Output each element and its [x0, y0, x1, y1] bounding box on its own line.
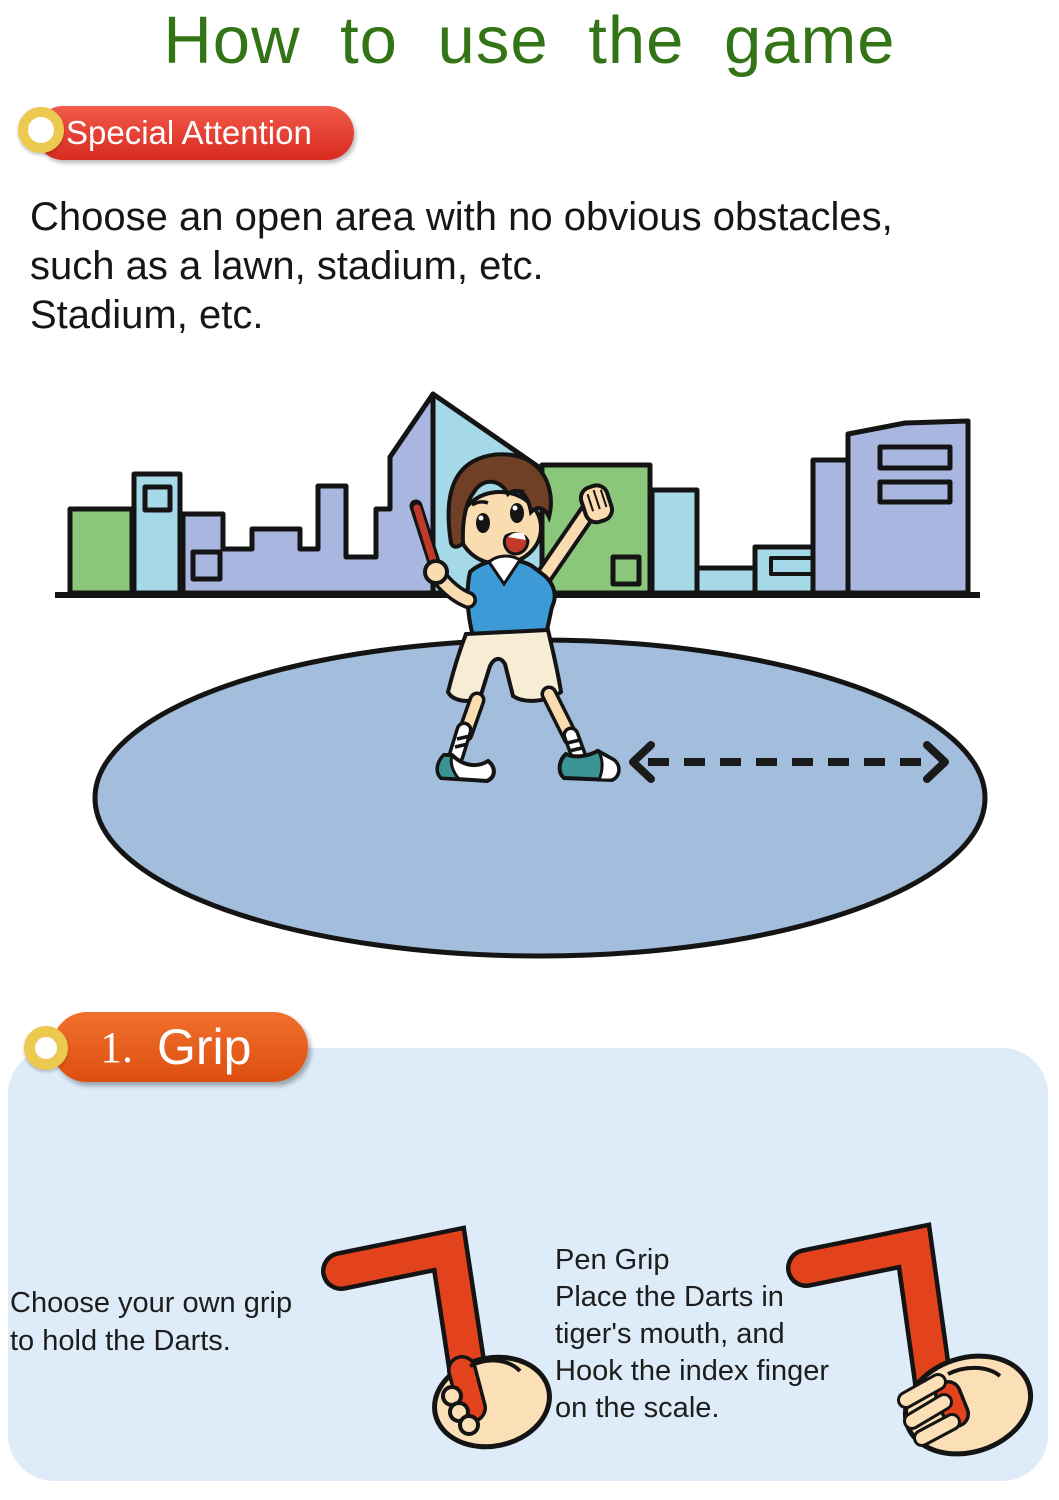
grip-step-label: Grip: [157, 1019, 252, 1075]
tower-window: [880, 447, 950, 468]
intro-text: [30, 193, 893, 340]
tower-window: [880, 482, 950, 502]
pen-grip-line-5: on the scale.: [555, 1392, 720, 1424]
special-attention-badge: [36, 106, 354, 160]
building-periwinkle-mid: [813, 460, 848, 593]
eye-highlight: [513, 506, 518, 511]
building-window: [613, 557, 639, 584]
bullet-ring-icon: [18, 107, 64, 153]
intro-line-1: Choose an open area with no obvious obstacles,: [30, 195, 893, 239]
eye-highlight: [479, 516, 484, 521]
playground-illustration: [0, 385, 1059, 965]
kid-eye: [476, 513, 490, 533]
intro-line-3: Stadium, etc.: [30, 293, 264, 337]
pen-grip-line-2: Place the Darts in: [555, 1281, 784, 1313]
finger-knuckle: [460, 1416, 478, 1434]
building-window: [193, 552, 220, 579]
building-cyan-strip: [697, 568, 755, 593]
pen-grip-line-4: Hook the index finger: [555, 1355, 830, 1387]
building-cyan-mid: [652, 490, 697, 593]
building-window: [145, 487, 170, 510]
bullet-ring-icon: [24, 1026, 68, 1070]
grip-left-line-1: Choose your own grip: [10, 1287, 293, 1319]
pen-grip-line-1: Pen Grip: [555, 1244, 670, 1276]
kid-fist: [425, 561, 447, 583]
kid-eye: [510, 503, 524, 523]
pen-grip-line-3: tiger's mouth, and: [555, 1318, 785, 1350]
intro-line-2: such as a lawn, stadium, etc.: [30, 244, 544, 288]
grip-step-number: 1.: [100, 1022, 133, 1072]
building-green-left: [70, 509, 132, 593]
boomerang-pen-grip: [806, 1246, 1043, 1469]
grip-illustrations: [0, 1100, 1059, 1480]
grip-badge: [52, 1012, 308, 1082]
page-title: How to use the game: [163, 3, 896, 78]
boomerang-fist-grip: [341, 1249, 558, 1457]
special-attention-label: Special Attention: [66, 114, 312, 151]
grip-left-line-2: to hold the Darts.: [10, 1325, 231, 1357]
